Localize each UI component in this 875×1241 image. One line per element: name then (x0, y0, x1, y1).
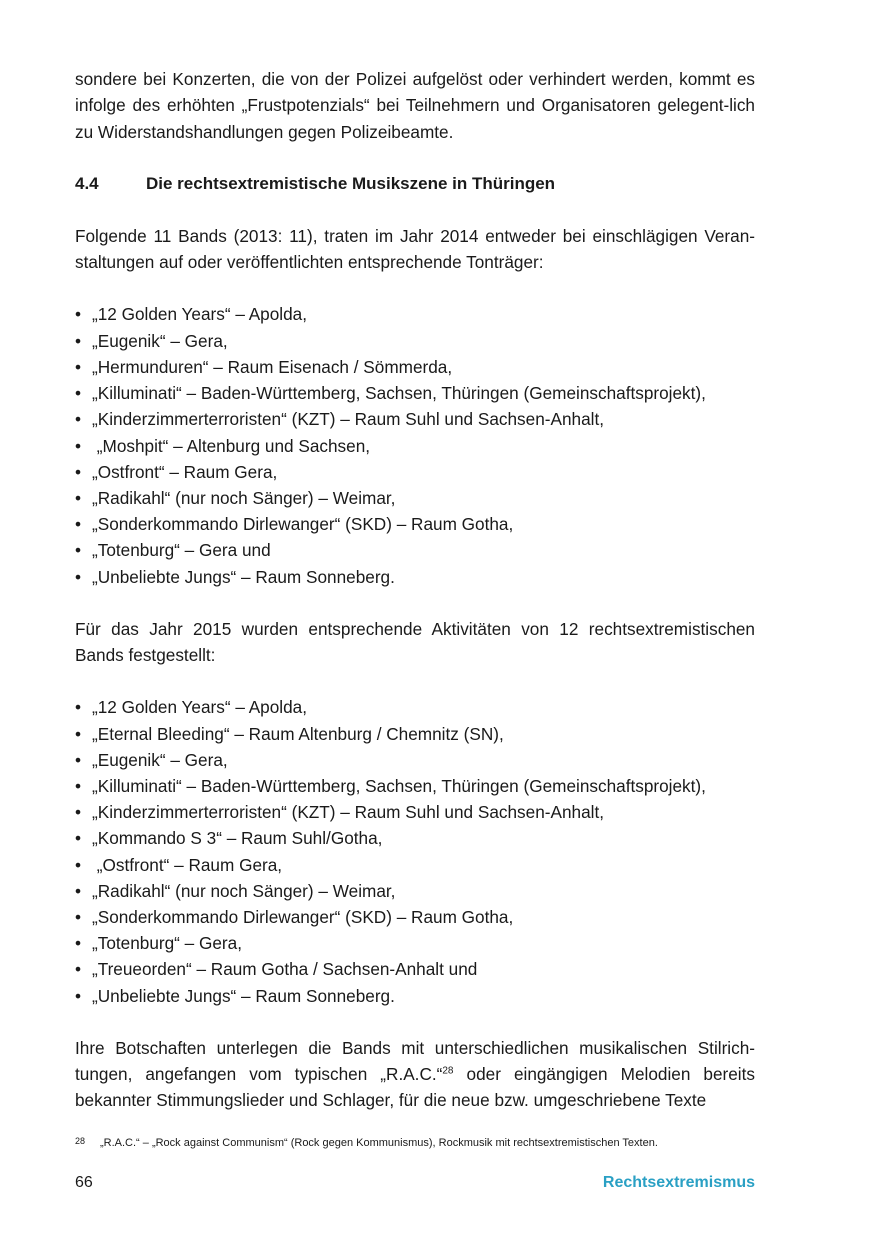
list-item (75, 433, 755, 459)
bullet-icon: • (75, 854, 82, 875)
bullet-icon: • (75, 409, 82, 430)
band-entry: „Killuminati“ – Baden-Württemberg, Sachsen, Thüringen (Gemeinschaftsprojekt), (92, 383, 706, 404)
bullet-icon: • (75, 880, 82, 901)
list-item (75, 301, 755, 327)
section-heading (75, 171, 755, 197)
band-entry: „Moshpit“ – Altenburg und Sachsen, (92, 435, 371, 456)
footnote (75, 1135, 775, 1151)
bullet-icon: • (75, 461, 82, 482)
band-entry: „Eugenik“ – Gera, (92, 749, 228, 770)
list-item (75, 773, 755, 799)
footnote-reference: 28 (442, 1065, 454, 1077)
footer-title: Rechtsextremismus (602, 1174, 755, 1191)
band-entry: „Totenburg“ – Gera, (92, 933, 242, 954)
band-entry: „Eugenik“ – Gera, (92, 330, 228, 351)
band-entry: „Kinderzimmerterroristen“ (KZT) – Raum Suhl und Sachsen-Anhalt, (92, 802, 604, 823)
list-item (75, 956, 755, 982)
bullet-icon: • (75, 566, 82, 587)
bullet-icon: • (75, 514, 82, 535)
bullet-icon: • (75, 828, 82, 849)
list-item (75, 564, 755, 590)
list-item (75, 328, 755, 354)
list-item (75, 983, 755, 1009)
list-item (75, 354, 755, 380)
bullet-icon: • (75, 985, 82, 1006)
band-entry: „Radikahl“ (nur noch Sänger) – Weimar, (92, 487, 396, 508)
band-entry: „Eternal Bleeding“ – Raum Altenburg / Chemnitz (SN), (92, 723, 504, 744)
bullet-icon: • (75, 906, 82, 927)
bullet-icon: • (75, 330, 82, 351)
bullet-icon: • (75, 959, 82, 980)
list-item (75, 459, 755, 485)
intro-2015: Für das Jahr 2015 wurden entsprechende Aktivitäten von 12 rechtsextremistischen Bands festgestellt: (75, 618, 755, 666)
list-item (75, 485, 755, 511)
list-item (75, 406, 755, 432)
band-entry: „Sonderkommando Dirlewanger“ (SKD) – Raum Gotha, (92, 514, 514, 535)
band-entry: „Radikahl“ (nur noch Sänger) – Weimar, (92, 880, 396, 901)
band-list-2015 (75, 694, 755, 1008)
section-number: 4.4 (75, 173, 99, 193)
page-number: 66 (75, 1174, 93, 1191)
band-entry: „Sonderkommando Dirlewanger“ (SKD) – Raum Gotha, (92, 906, 514, 927)
bullet-icon: • (75, 749, 82, 770)
bullet-icon: • (75, 775, 82, 796)
list-item (75, 747, 755, 773)
list-item (75, 878, 755, 904)
band-entry: „12 Golden Years“ – Apolda, (92, 304, 308, 325)
footnote-mark: 28 (75, 1136, 86, 1146)
paragraph-top: sondere bei Konzerten, die von der Polizei aufgelöst oder verhindert werden, kommt es infolge des erhöhten „Frustpotenzials“ bei Teilnehmern und Organisatoren gelegent-lich zu Widerstandshandlungen gegen Polizeibeamte. (75, 69, 755, 142)
footnote-text: „R.A.C.“ – „Rock against Communism“ (Rock gegen Kommunismus), Rockmusik mit rechtsextremistischen Texten. (100, 1137, 658, 1149)
list-item (75, 721, 755, 747)
bullet-icon: • (75, 487, 82, 508)
band-entry: „12 Golden Years“ – Apolda, (92, 697, 308, 718)
band-entry: „Killuminati“ – Baden-Württemberg, Sachsen, Thüringen (Gemeinschaftsprojekt), (92, 775, 706, 796)
list-item (75, 904, 755, 930)
section-title: Die rechtsextremistische Musikszene in Thüringen (146, 173, 556, 193)
band-list-2014 (75, 301, 755, 589)
bullet-icon: • (75, 540, 82, 561)
page-body (75, 66, 755, 1114)
list-item (75, 930, 755, 956)
intro-2014: Folgende 11 Bands (2013: 11), traten im Jahr 2014 entweder bei einschlägigen Veran-staltungen auf oder veröffentlichten entsprechende Tonträger: (75, 225, 755, 273)
closing-text-end: oder eingängigen Melodien bereits bekannter Stimmungslieder und Schlager, für die neue bzw. umgeschriebene Texte (75, 1064, 755, 1111)
list-item (75, 852, 755, 878)
bullet-icon: • (75, 356, 82, 377)
band-entry: „Kinderzimmerterroristen“ (KZT) – Raum Suhl und Sachsen-Anhalt, (92, 409, 604, 430)
bullet-icon: • (75, 304, 82, 325)
bullet-icon: • (75, 383, 82, 404)
bullet-icon: • (75, 697, 82, 718)
band-entry: „Unbeliebte Jungs“ – Raum Sonneberg. (92, 566, 395, 587)
list-item (75, 537, 755, 563)
closing-paragraph (75, 1035, 755, 1114)
band-entry: „Ostfront“ – Raum Gera, (92, 461, 278, 482)
list-item (75, 799, 755, 825)
bullet-icon: • (75, 435, 82, 456)
list-item (75, 511, 755, 537)
band-entry: „Totenburg“ – Gera und (92, 540, 271, 561)
closing-text-start: Ihre Botschaften unterlegen die Bands mit unterschiedlichen musikalischen Stilrich-tungen, angefangen vom typischen „R.A.C.“ (75, 1037, 755, 1085)
list-item (75, 825, 755, 851)
band-entry: „Treueorden“ – Raum Gotha / Sachsen-Anhalt und (92, 959, 478, 980)
bullet-icon: • (75, 933, 82, 954)
bullet-icon: • (75, 802, 82, 823)
list-item (75, 380, 755, 406)
page-footer (75, 1172, 755, 1194)
band-entry: „Ostfront“ – Raum Gera, (92, 854, 283, 875)
band-entry: „Unbeliebte Jungs“ – Raum Sonneberg. (92, 985, 395, 1006)
band-entry: „Hermunduren“ – Raum Eisenach / Sömmerda, (92, 356, 453, 377)
bullet-icon: • (75, 723, 82, 744)
band-entry: „Kommando S 3“ – Raum Suhl/Gotha, (92, 828, 383, 849)
list-item (75, 694, 755, 720)
